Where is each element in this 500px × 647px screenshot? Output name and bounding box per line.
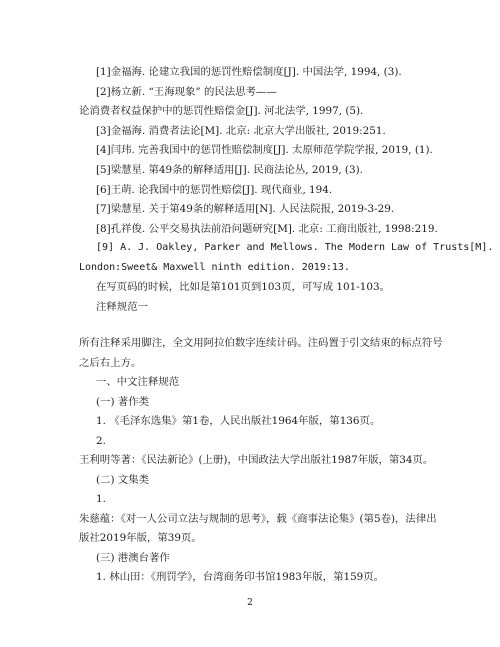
section-chinese-annotation: 一、中文注释规范 — [96, 376, 180, 388]
page-code-note: 在写页码的时候，比如是第101页到103页，可写成 101-103。 — [96, 281, 390, 293]
reference-1: [1]金福海. 论建立我国的惩罚性赔偿制度[J]. 中国法学, 1994, (3). — [96, 66, 402, 78]
paragraph-line-2: 之后右上方。 — [79, 357, 142, 369]
subsection-collections: (二) 文集类 — [96, 474, 149, 486]
list-item-1: 1. 《毛泽东选集》第1卷，人民出版社1964年版，第136页。 — [96, 415, 381, 427]
list-item-2-number: 2. — [96, 435, 106, 447]
list-item-3-text-line-2: 版社2019年版，第39页。 — [79, 532, 202, 544]
reference-2-line-1: [2]杨立新. “王海现象” 的民法思考—— — [96, 86, 277, 98]
list-item-2-text: 王利明等著：《民法新论》(上册)，中国政法大学出版社1987年版，第34页。 — [79, 454, 434, 466]
reference-2-line-2: 论消费者权益保护中的惩罚性赔偿金[J]. 河北法学, 1997, (5). — [79, 105, 364, 117]
reference-4: [4]闫玮. 完善我国中的惩罚性赔偿制度[J]. 太原师范学院学报, 2019, (1). — [96, 144, 433, 156]
paragraph-line-1: 所有注释采用脚注，全文用阿拉伯数字连续计码。注码置于引文结束的标点符号 — [79, 337, 443, 349]
heading-annotation-norm: 注释规范一 — [96, 301, 148, 313]
list-item-3-text-line-1: 朱慈蕴：《对一人公司立法与规制的思考》，载《商事法论集》(第5卷)，法律出 — [79, 513, 437, 525]
page-number: 2 — [247, 598, 253, 608]
reference-5: [5]梁慧星. 第49条的解释适用[J]. 民商法论丛, 2019, (3). — [96, 164, 363, 176]
reference-6: [6]王萌. 论我国中的惩罚性赔偿[J]. 现代商业, 194. — [96, 184, 333, 196]
reference-9-line-1: [9] A. J. Oakley, Parker and Mellows. The Modern Law of Trusts[M]. — [96, 242, 494, 253]
reference-9-line-2: London:Sweet& Maxwell ninth edition. 2019:13. — [79, 262, 350, 273]
list-item-4: 1. 林山田：《刑罚学》，台湾商务印书馆1983年版，第159页。 — [96, 571, 385, 583]
reference-8: [8]孔祥俊. 公平交易执法前沿问题研究[M]. 北京: 工商出版社, 1998:219. — [96, 223, 438, 235]
subsection-works: (一) 著作类 — [96, 396, 149, 408]
subsection-hk-macau-taiwan: (三) 港澳台著作 — [96, 552, 170, 564]
reference-3: [3]金福海. 消费者法论[M]. 北京: 北京大学出版社, 2019:251. — [96, 125, 386, 137]
reference-7: [7]梁慧星. 关于第49条的解释适用[N]. 人民法院报, 2019-3-29. — [96, 203, 395, 215]
list-item-3-number: 1. — [96, 493, 106, 505]
